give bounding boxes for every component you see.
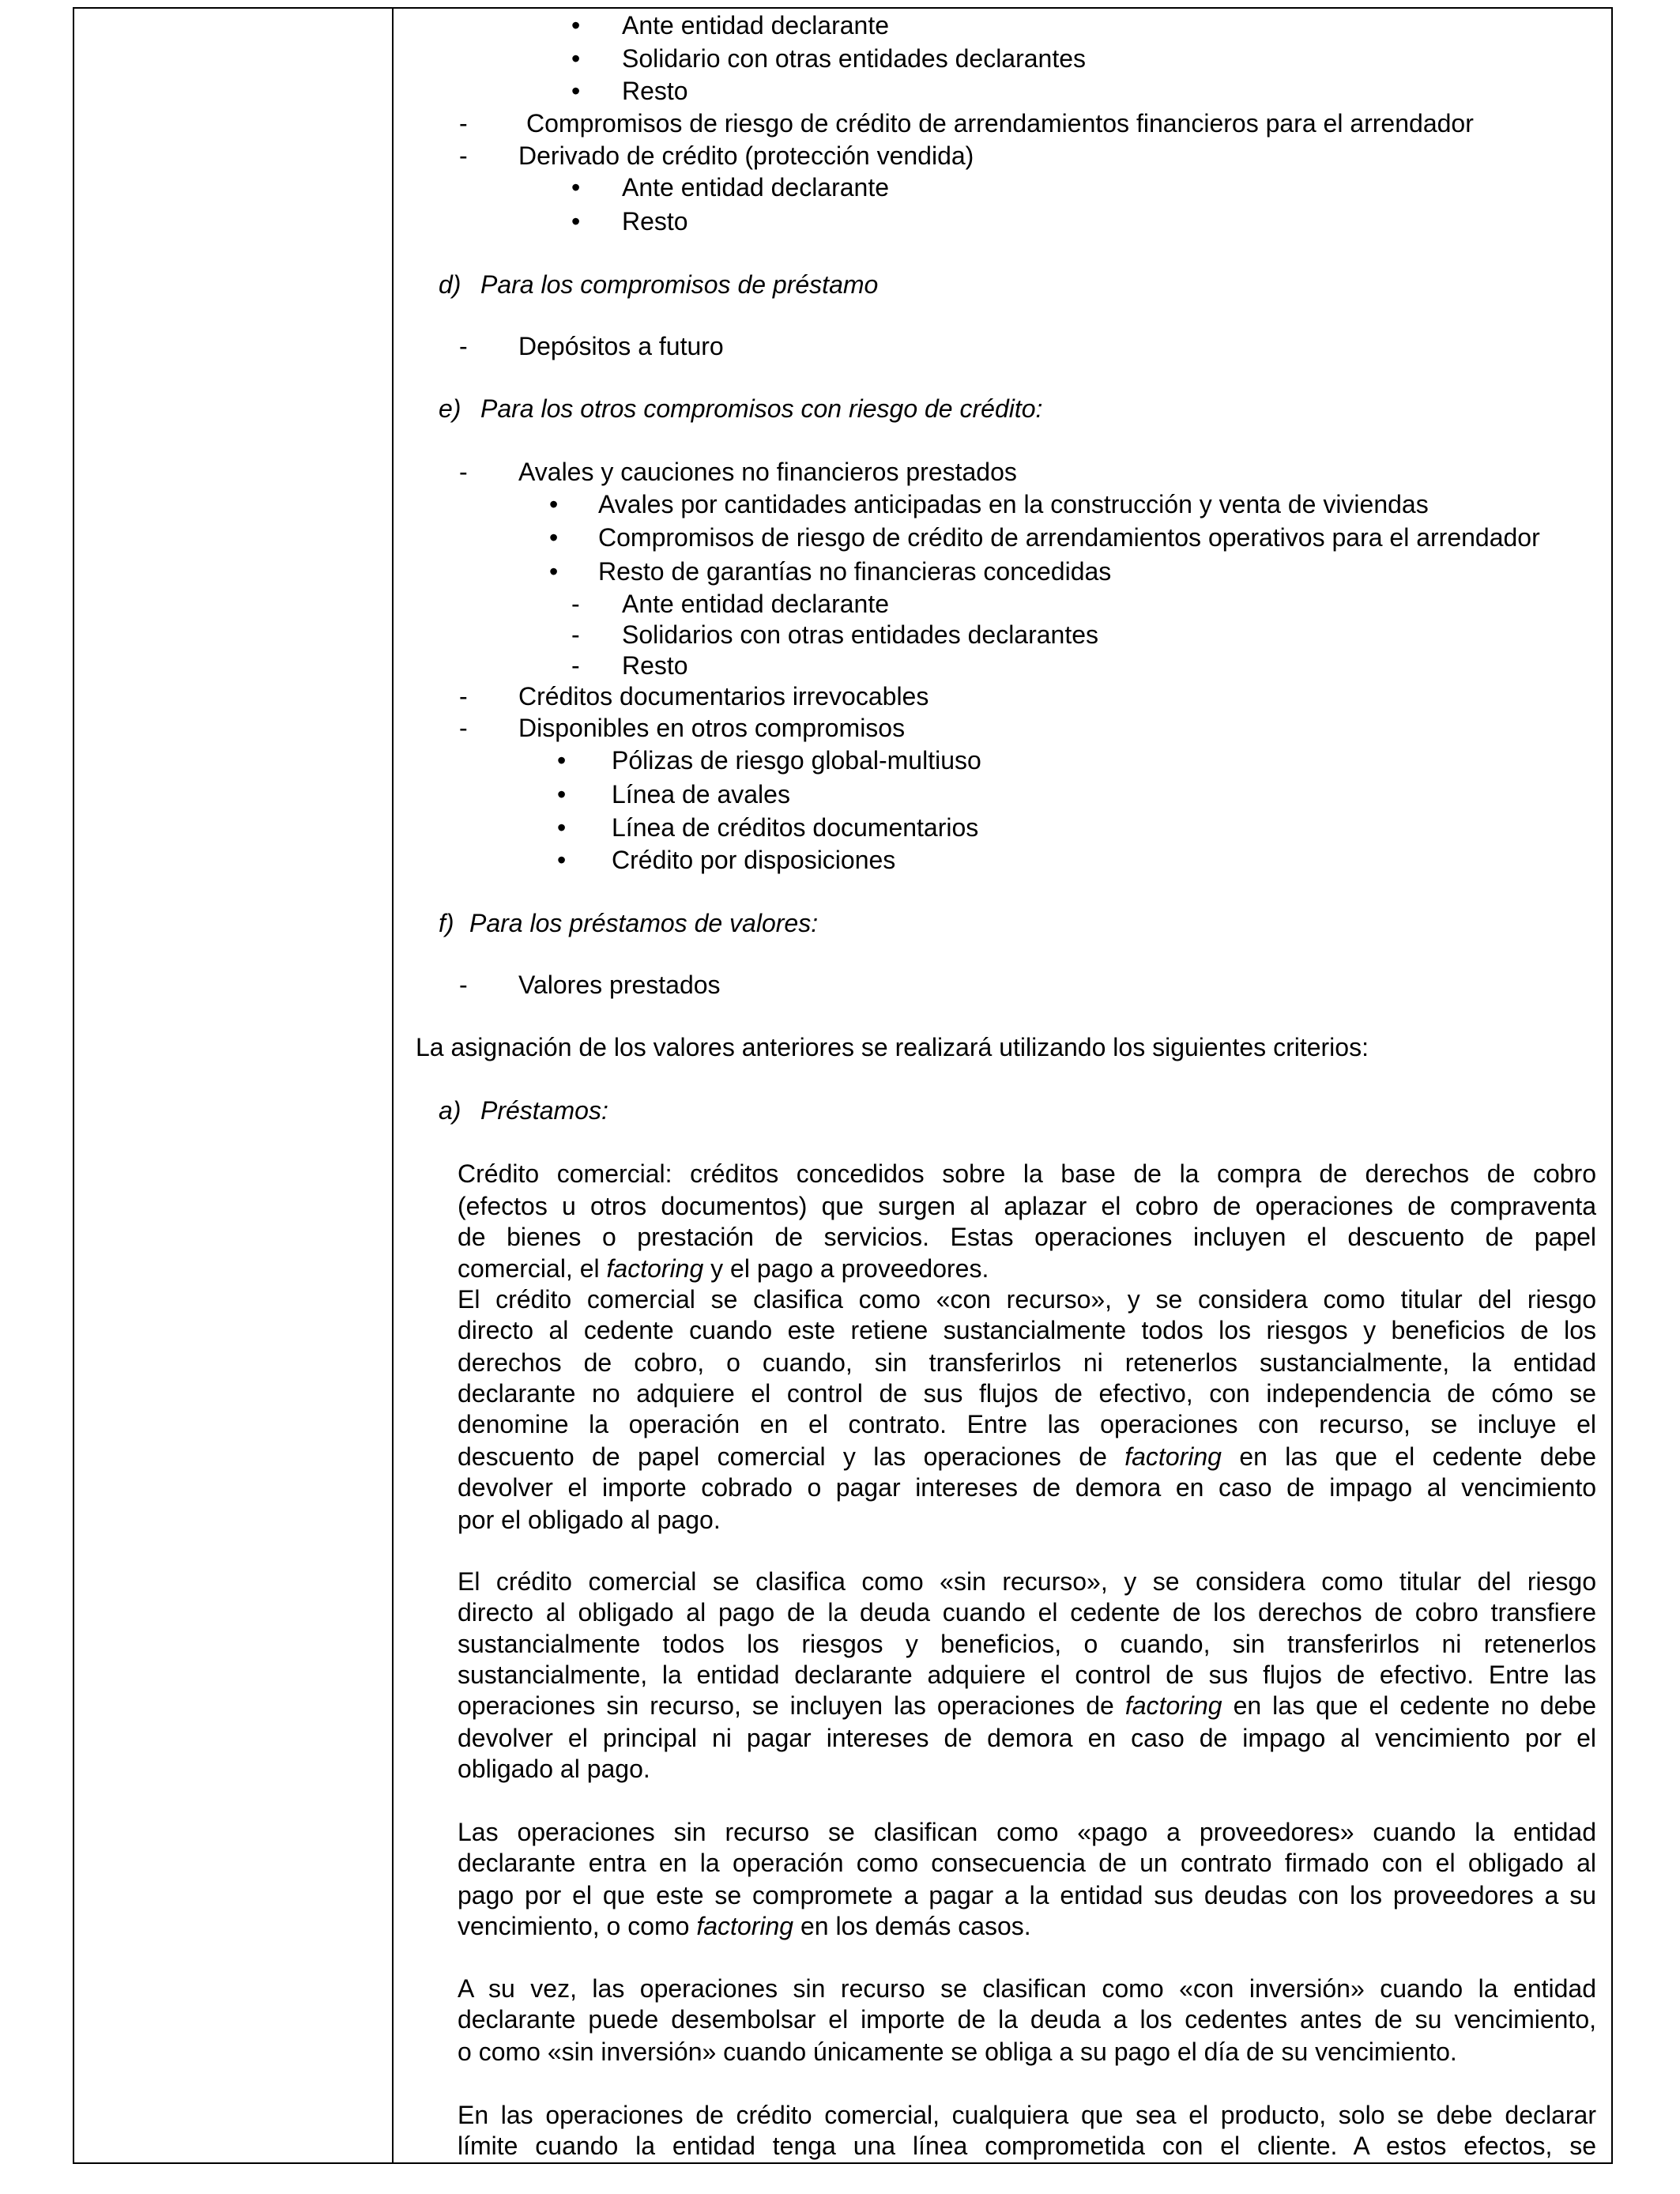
list-item: Crédito por disposiciones bbox=[612, 846, 896, 874]
paragraph-line bbox=[458, 1441, 1596, 1472]
list-item: Ante entidad declarante bbox=[622, 590, 890, 618]
paragraph-line: directo al cedente cuando este retiene sustancialmente todos los riesgos y beneficios de los bbox=[458, 1316, 1596, 1344]
dash-icon: - bbox=[459, 332, 468, 360]
paragraph-line: por el obligado al pago. bbox=[458, 1506, 721, 1534]
list-item: Compromisos de riesgo de crédito de arrendamientos financieros para el arrendador bbox=[526, 109, 1474, 138]
paragraph-line: devolver el importe cobrado o pagar intereses de demora en caso de impago al vencimiento bbox=[458, 1473, 1596, 1502]
paragraph-line: Crédito comercial: créditos concedidos sobre la base de la compra de derechos de cobro bbox=[458, 1159, 1596, 1188]
bullet-icon: • bbox=[557, 746, 567, 775]
text-segment: comercial, el bbox=[458, 1254, 607, 1283]
column-divider bbox=[392, 7, 394, 2164]
bullet-icon: • bbox=[549, 557, 559, 586]
dash-icon: - bbox=[459, 714, 468, 742]
paragraph-line: (efectos u otros documentos) que surgen al aplazar el cobro de operaciones de compraventa bbox=[458, 1192, 1596, 1220]
list-item: Compromisos de riesgo de crédito de arrendamientos operativos para el arrendador bbox=[598, 523, 1540, 552]
italic-term: factoring bbox=[606, 1254, 704, 1283]
list-item: Línea de créditos documentarios bbox=[612, 813, 979, 842]
paragraph-line: Las operaciones sin recurso se clasifican como «pago a proveedores» cuando la entidad bbox=[458, 1818, 1596, 1846]
dash-icon: - bbox=[459, 682, 468, 711]
paragraph-line: El crédito comercial se clasifica como «con recurso», y se considera como titular del riesgo bbox=[458, 1285, 1596, 1314]
list-item: Solidarios con otras entidades declarantes bbox=[622, 620, 1099, 649]
bullet-icon: • bbox=[571, 77, 581, 105]
bullet-icon: • bbox=[571, 11, 581, 40]
list-item: Disponibles en otros compromisos bbox=[518, 714, 906, 742]
section-heading-d: Para los compromisos de préstamo bbox=[480, 270, 879, 299]
paragraph-line: devolver el principal ni pagar intereses de demora en caso de impago al vencimiento por el bbox=[458, 1724, 1596, 1752]
dash-icon: - bbox=[459, 458, 468, 486]
paragraph-line: de bienes o prestación de servicios. Estas operaciones incluyen el descuento de papel bbox=[458, 1223, 1596, 1251]
list-item: Derivado de crédito (protección vendida) bbox=[518, 141, 974, 170]
paragraph-line: pago por el que este se compromete a pagar a la entidad sus deudas con los proveedores a su bbox=[458, 1881, 1596, 1909]
list-item: Resto bbox=[622, 207, 688, 236]
paragraph-line: declarante entra en la operación como consecuencia de un contrato firmado con el obligado al bbox=[458, 1849, 1596, 1877]
list-item: Ante entidad declarante bbox=[622, 173, 890, 202]
dash-icon: - bbox=[571, 651, 580, 680]
italic-term: factoring bbox=[1124, 1442, 1222, 1471]
text-segment: en las que el cedente debe bbox=[1221, 1442, 1596, 1471]
list-item: Créditos documentarios irrevocables bbox=[518, 682, 929, 711]
list-item: Pólizas de riesgo global-multiuso bbox=[612, 746, 981, 775]
paragraph-line: denomine la operación en el contrato. Entre las operaciones con recurso, se incluye el bbox=[458, 1410, 1596, 1438]
text-segment: en las que el cedente no debe bbox=[1222, 1691, 1596, 1720]
dash-icon: - bbox=[571, 590, 580, 618]
bullet-icon: • bbox=[549, 490, 559, 518]
bullet-icon: • bbox=[557, 846, 567, 874]
list-item: Resto bbox=[622, 77, 688, 105]
paragraph-line bbox=[458, 1253, 1596, 1284]
paragraph-line: límite cuando la entidad tenga una línea comprometida con el cliente. A estos efectos, se bbox=[458, 2132, 1596, 2160]
section-heading-e: Para los otros compromisos con riesgo de crédito: bbox=[480, 394, 1043, 423]
paragraph-line: declarante puede desembolsar el importe de la deuda a los cedentes antes de su vencimiento, bbox=[458, 2005, 1596, 2034]
bullet-icon: • bbox=[549, 523, 559, 552]
dash-icon: - bbox=[571, 620, 580, 649]
section-label-a: a) bbox=[439, 1096, 461, 1125]
list-item: Resto de garantías no financieras concedidas bbox=[598, 557, 1112, 586]
paragraph-line: directo al obligado al pago de la deuda cuando el cedente de los derechos de cobro transfiere bbox=[458, 1598, 1596, 1627]
section-heading-f: Para los préstamos de valores: bbox=[469, 909, 819, 937]
bullet-icon: • bbox=[557, 780, 567, 809]
bullet-icon: • bbox=[571, 173, 581, 202]
list-item: Avales por cantidades anticipadas en la construcción y venta de viviendas bbox=[598, 490, 1429, 518]
list-item: Línea de avales bbox=[612, 780, 790, 809]
list-item: Ante entidad declarante bbox=[622, 11, 890, 40]
text-segment: vencimiento, o como bbox=[458, 1912, 697, 1940]
paragraph-line: El crédito comercial se clasifica como «sin recurso», y se considera como titular del riesgo bbox=[458, 1567, 1596, 1596]
list-item: Solidario con otras entidades declarantes bbox=[622, 44, 1087, 73]
list-item: Avales y cauciones no financieros prestados bbox=[518, 458, 1017, 486]
paragraph-line: o como «sin inversión» cuando únicamente se obliga a su pago el día de su vencimiento. bbox=[458, 2038, 1457, 2066]
text-segment: en los demás casos. bbox=[793, 1912, 1031, 1940]
paragraph-line: obligado al pago. bbox=[458, 1755, 650, 1783]
paragraph-line: A su vez, las operaciones sin recurso se clasifican como «con inversión» cuando la entidad bbox=[458, 1974, 1596, 2003]
paragraph-line: declarante no adquiere el control de sus flujos de efectivo, con independencia de cómo se bbox=[458, 1379, 1596, 1408]
list-item: Depósitos a futuro bbox=[518, 332, 724, 360]
paragraph-line: derechos de cobro, o cuando, sin transferirlos ni retenerlos sustancialmente, la entidad bbox=[458, 1348, 1596, 1377]
section-label-d: d) bbox=[439, 270, 461, 299]
text-segment: operaciones sin recurso, se incluyen las operaciones de bbox=[458, 1691, 1125, 1720]
paragraph-line bbox=[458, 1910, 1596, 1942]
dash-icon: - bbox=[459, 971, 468, 999]
text-segment: descuento de papel comercial y las operaciones de bbox=[458, 1442, 1125, 1471]
italic-term: factoring bbox=[696, 1912, 794, 1940]
intro-text: La asignación de los valores anteriores se realizará utilizando los siguientes criterios: bbox=[416, 1033, 1369, 1061]
italic-term: factoring bbox=[1124, 1691, 1222, 1720]
bullet-icon: • bbox=[557, 813, 567, 842]
dash-icon: - bbox=[459, 141, 468, 170]
paragraph-line: En las operaciones de crédito comercial, cualquiera que sea el producto, solo se debe declarar bbox=[458, 2101, 1596, 2129]
paragraph-line: sustancialmente todos los riesgos y beneficios, o cuando, sin transferirlos ni retenerlos bbox=[458, 1630, 1596, 1658]
paragraph-line: sustancialmente, la entidad declarante adquiere el control de sus flujos de efectivo. Entre las bbox=[458, 1661, 1596, 1689]
paragraph-line bbox=[458, 1690, 1596, 1721]
section-label-f: f) bbox=[439, 909, 454, 937]
list-item: Resto bbox=[622, 651, 688, 680]
dash-icon: - bbox=[459, 109, 468, 138]
bullet-icon: • bbox=[571, 44, 581, 73]
section-label-e: e) bbox=[439, 394, 461, 423]
bullet-icon: • bbox=[571, 207, 581, 236]
text-segment: y el pago a proveedores. bbox=[703, 1254, 989, 1283]
list-item: Valores prestados bbox=[518, 971, 721, 999]
section-heading-a: Préstamos: bbox=[480, 1096, 608, 1125]
